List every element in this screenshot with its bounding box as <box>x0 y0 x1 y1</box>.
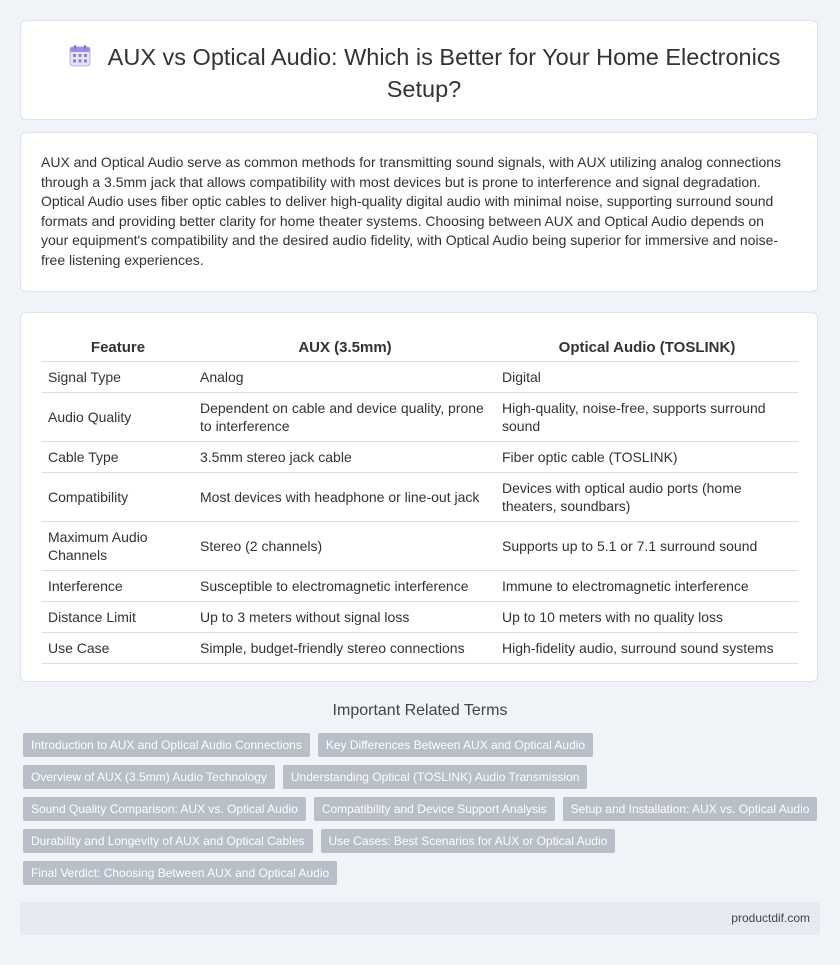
optical-cell: Digital <box>496 362 798 393</box>
table-row <box>42 522 798 571</box>
related-terms-title: Important Related Terms <box>332 702 508 719</box>
related-term-tag[interactable]: Durability and Longevity of AUX and Optical Cables <box>23 829 313 853</box>
table-row <box>42 393 798 442</box>
aux-cell: Up to 3 meters without signal loss <box>194 602 496 633</box>
column-header-aux: AUX (3.5mm) <box>194 333 496 362</box>
aux-cell: Susceptible to electromagnetic interference <box>194 571 496 602</box>
optical-cell: High-fidelity audio, surround sound systems <box>496 633 798 664</box>
related-term-tag[interactable]: Setup and Installation: AUX vs. Optical Audio <box>563 797 818 821</box>
column-header-optical: Optical Audio (TOSLINK) <box>496 333 798 362</box>
comparison-table <box>42 333 798 664</box>
table-row <box>42 362 798 393</box>
comparison-table-card <box>20 312 818 682</box>
related-term-tag[interactable]: Use Cases: Best Scenarios for AUX or Optical Audio <box>321 829 616 853</box>
optical-cell: Devices with optical audio ports (home theaters, soundbars) <box>496 473 798 522</box>
table-row <box>42 602 798 633</box>
intro-text: AUX and Optical Audio serve as common methods for transmitting sound signals, with AUX utilizing analog connections through a 3.5mm jack that allows compatibility with most devices but is prone to interference and signal degradation. Optical Audio uses fiber optic cables to deliver high-quality digital audio with minimal noise, supporting surround sound formats and providing better clarity for home theater systems. Choosing between AUX and Optical Audio depends on your equipment's compatibility and the desired audio fidelity, with Optical Audio being superior for immersive and noise-free listening experiences. <box>41 154 782 268</box>
optical-cell: Up to 10 meters with no quality loss <box>496 602 798 633</box>
header-card <box>20 20 818 120</box>
feature-cell: Use Case <box>42 633 194 664</box>
table-row <box>42 633 798 664</box>
calendar-icon <box>68 44 92 75</box>
feature-cell: Compatibility <box>42 473 194 522</box>
related-term-tag[interactable]: Sound Quality Comparison: AUX vs. Optical Audio <box>23 797 306 821</box>
related-term-tag[interactable]: Overview of AUX (3.5mm) Audio Technology <box>23 765 275 789</box>
related-term-tag[interactable]: Understanding Optical (TOSLINK) Audio Transmission <box>283 765 588 789</box>
related-term-tag[interactable]: Key Differences Between AUX and Optical Audio <box>318 733 593 757</box>
feature-cell: Audio Quality <box>42 393 194 442</box>
related-term-tag[interactable]: Final Verdict: Choosing Between AUX and Optical Audio <box>23 861 337 885</box>
table-header-row <box>42 333 798 362</box>
related-term-tag[interactable]: Compatibility and Device Support Analysis <box>314 797 555 821</box>
feature-cell: Cable Type <box>42 442 194 473</box>
footer <box>20 902 820 935</box>
optical-cell: Supports up to 5.1 or 7.1 surround sound <box>496 522 798 571</box>
feature-cell: Interference <box>42 571 194 602</box>
page-title-wrap <box>61 43 787 104</box>
footer-site-link[interactable]: productdif.com <box>731 911 810 925</box>
optical-cell: High-quality, noise-free, supports surround sound <box>496 393 798 442</box>
table-row <box>42 442 798 473</box>
aux-cell: Analog <box>194 362 496 393</box>
feature-cell: Signal Type <box>42 362 194 393</box>
aux-cell: Dependent on cable and device quality, prone to interference <box>194 393 496 442</box>
table-row <box>42 571 798 602</box>
page-title: AUX vs Optical Audio: Which is Better for Your Home Electronics Setup? <box>107 44 781 102</box>
aux-cell: Simple, budget-friendly stereo connections <box>194 633 496 664</box>
optical-cell: Immune to electromagnetic interference <box>496 571 798 602</box>
aux-cell: Stereo (2 channels) <box>194 522 496 571</box>
aux-cell: 3.5mm stereo jack cable <box>194 442 496 473</box>
table-row <box>42 473 798 522</box>
column-header-feature: Feature <box>42 333 194 362</box>
aux-cell: Most devices with headphone or line-out jack <box>194 473 496 522</box>
related-terms-list <box>23 733 813 893</box>
feature-cell: Distance Limit <box>42 602 194 633</box>
related-term-tag[interactable]: Introduction to AUX and Optical Audio Connections <box>23 733 310 757</box>
optical-cell: Fiber optic cable (TOSLINK) <box>496 442 798 473</box>
feature-cell: Maximum Audio Channels <box>42 522 194 571</box>
intro-card <box>20 132 818 292</box>
